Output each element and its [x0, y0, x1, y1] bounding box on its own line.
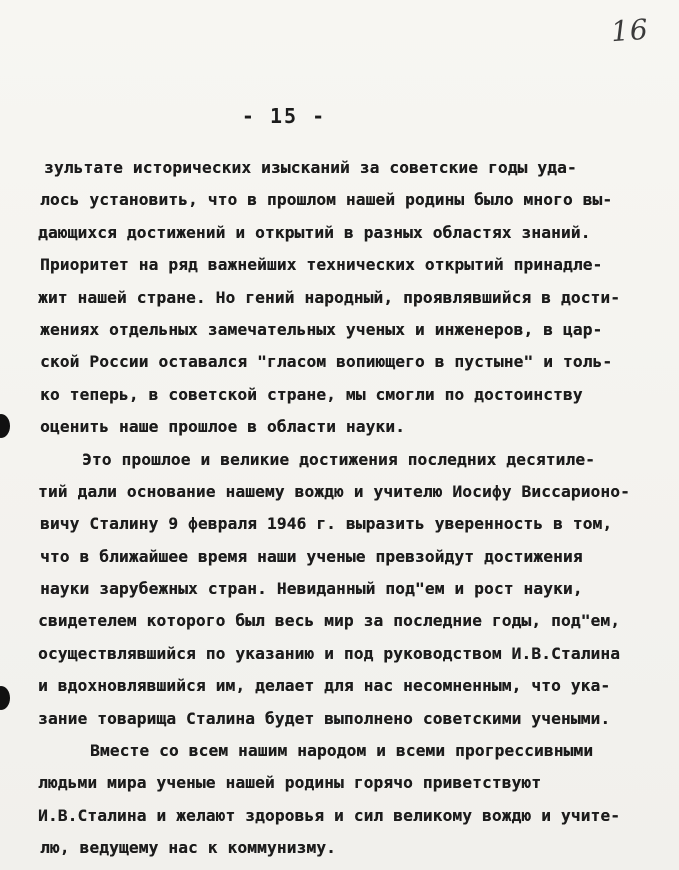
text-line-19: Вместе со всем нашим народом и всеми прогрессивными [90, 741, 594, 761]
text-line-12: вичу Сталину 9 февраля 1946 г. выразить уверенность в том, [40, 514, 613, 534]
text-line-18: зание товарища Сталина будет выполнено советскими учеными. [38, 708, 611, 728]
text-line-8: ко теперь, в советской стране, мы смогли по достоинству [40, 384, 583, 404]
text-line-20: людьми мира ученые нашей родины горячо приветствуют [38, 773, 542, 793]
text-line-22: лю, ведущему нас к коммунизму. [40, 838, 336, 858]
archive-number: 16 [610, 12, 651, 49]
text-line-4: Приоритет на ряд важнейших технических открытий принадле- [40, 255, 603, 275]
text-line-9: оценить наше прошлое в области науки. [40, 417, 406, 437]
text-line-11: тий дали основание нашему вождю и учителю Иосифу Виссарионо- [38, 481, 630, 501]
text-line-3: дающихся достижений и открытий в разных областях знаний. [38, 222, 591, 242]
punch-hole [0, 686, 10, 710]
text-line-2: лось установить, что в прошлом нашей родины было много вы- [40, 190, 613, 210]
page-number: - 15 - [241, 104, 327, 128]
text-line-1: зультате исторических изысканий за советские годы уда- [44, 158, 577, 177]
text-line-6: жениях отдельных замечательных ученых и инженеров, в цар- [40, 319, 603, 339]
text-line-21: И.В.Сталина и желают здоровья и сил великому вождю и учите- [38, 805, 621, 825]
text-line-10: Это прошлое и великие достижения последних десятиле- [82, 449, 596, 469]
text-line-15: свидетелем которого был весь мир за последние годы, под"ем, [38, 611, 621, 631]
text-line-14: науки зарубежных стран. Невиданный под"ем и рост науки, [40, 579, 583, 599]
text-line-17: и вдохновлявшийся им, делает для нас несомненным, что ука- [38, 676, 611, 696]
text-line-13: что в ближайшее время наши ученые превзойдут достижения [40, 546, 583, 566]
document-text [24, 152, 648, 865]
punch-hole [0, 414, 10, 438]
text-line-5: жит нашей стране. Но гений народный, проявлявшийся в дости- [38, 287, 621, 307]
text-line-7: ской России оставался "гласом вопиющего в пустыне" и толь- [40, 352, 613, 372]
text-line-16: осуществлявшийся по указанию и под руководством И.В.Сталина [38, 643, 621, 663]
